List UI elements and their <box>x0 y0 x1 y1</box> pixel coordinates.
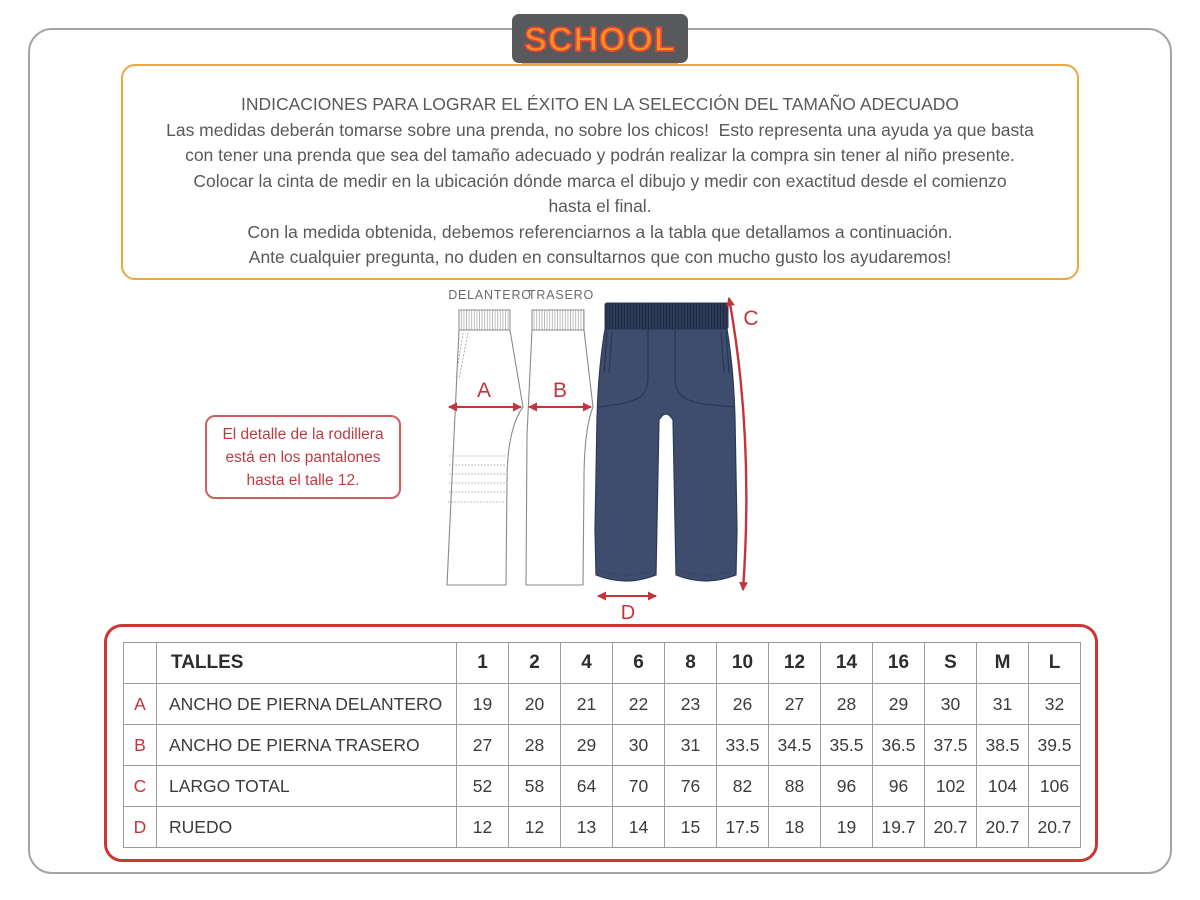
size-column-header: 14 <box>821 643 873 684</box>
row-value: 13 <box>561 807 613 848</box>
instructions-line: Con la medida obtenida, debemos referenciarnos a la tabla que detallamos a continuación. <box>247 221 953 242</box>
row-value: 21 <box>561 684 613 725</box>
row-value: 31 <box>977 684 1029 725</box>
knee-note-line: hasta el talle 12. <box>246 471 360 489</box>
row-value: 70 <box>613 766 665 807</box>
knee-note-line: está en los pantalones <box>225 448 381 466</box>
knee-note-line: El detalle de la rodillera <box>222 425 384 443</box>
row-label: ANCHO DE PIERNA TRASERO <box>157 725 457 766</box>
table-corner-cell <box>124 643 157 684</box>
navy-pants-icon <box>595 303 737 581</box>
row-value: 29 <box>561 725 613 766</box>
row-label: RUEDO <box>157 807 457 848</box>
table-row <box>124 725 1081 766</box>
row-value: 104 <box>977 766 1029 807</box>
row-value: 14 <box>613 807 665 848</box>
row-value: 22 <box>613 684 665 725</box>
instructions-line: hasta el final. <box>548 196 652 216</box>
row-value: 32 <box>1029 684 1081 725</box>
size-column-header: 8 <box>665 643 717 684</box>
row-value: 96 <box>821 766 873 807</box>
row-value: 12 <box>457 807 509 848</box>
row-value: 96 <box>873 766 925 807</box>
table-title-cell: TALLES <box>157 643 457 684</box>
row-value: 20 <box>509 684 561 725</box>
row-value: 20.7 <box>977 807 1029 848</box>
row-value: 20.7 <box>925 807 977 848</box>
row-value: 102 <box>925 766 977 807</box>
size-column-header: 10 <box>717 643 769 684</box>
row-value: 52 <box>457 766 509 807</box>
arrow-d-label: D <box>620 602 636 624</box>
size-column-header: M <box>977 643 1029 684</box>
logo-wordmark-icon <box>512 14 688 63</box>
table-row <box>124 684 1081 725</box>
size-column-header: L <box>1029 643 1081 684</box>
instructions-line: con tener una prenda que sea del tamaño adecuado y podrán realizar la compra sin tener al niño presente. <box>185 145 1015 165</box>
row-value: 30 <box>613 725 665 766</box>
size-table-frame <box>104 624 1098 862</box>
table-row <box>124 807 1081 848</box>
row-value: 30 <box>925 684 977 725</box>
size-column-header: 12 <box>769 643 821 684</box>
instructions-line: Ante cualquier pregunta, no duden en consultarnos que con mucho gusto los ayudaremos! <box>248 247 952 267</box>
row-value: 64 <box>561 766 613 807</box>
row-value: 34.5 <box>769 725 821 766</box>
logo <box>512 14 688 63</box>
row-value: 38.5 <box>977 725 1029 766</box>
row-value: 37.5 <box>925 725 977 766</box>
row-value: 58 <box>509 766 561 807</box>
row-label: ANCHO DE PIERNA DELANTERO <box>157 684 457 725</box>
row-letter: B <box>124 725 157 766</box>
row-label: LARGO TOTAL <box>157 766 457 807</box>
size-column-header: 6 <box>613 643 665 684</box>
row-letter: D <box>124 807 157 848</box>
table-row <box>124 766 1081 807</box>
table-header-row <box>124 643 1081 684</box>
row-value: 33.5 <box>717 725 769 766</box>
row-value: 27 <box>457 725 509 766</box>
row-value: 20.7 <box>1029 807 1081 848</box>
front-piece-label: DELANTERO <box>448 288 532 302</box>
row-value: 29 <box>873 684 925 725</box>
row-value: 17.5 <box>717 807 769 848</box>
row-value: 82 <box>717 766 769 807</box>
row-value: 28 <box>821 684 873 725</box>
row-letter: C <box>124 766 157 807</box>
row-value: 106 <box>1029 766 1081 807</box>
row-value: 18 <box>769 807 821 848</box>
row-value: 19 <box>821 807 873 848</box>
size-column-header: 2 <box>509 643 561 684</box>
row-value: 19.7 <box>873 807 925 848</box>
row-value: 19 <box>457 684 509 725</box>
row-value: 36.5 <box>873 725 925 766</box>
size-column-header: S <box>925 643 977 684</box>
arrow-b-label: B <box>552 379 568 402</box>
logo-text: SCHOOL <box>524 21 676 59</box>
instructions-box <box>121 64 1079 280</box>
row-value: 23 <box>665 684 717 725</box>
row-value: 12 <box>509 807 561 848</box>
knee-note-box <box>205 415 401 499</box>
front-leg-outline-icon <box>447 310 523 585</box>
row-value: 28 <box>509 725 561 766</box>
row-value: 39.5 <box>1029 725 1081 766</box>
size-column-header: 1 <box>457 643 509 684</box>
row-letter: A <box>124 684 157 725</box>
instructions-title: INDICACIONES PARA LOGRAR EL ÉXITO EN LA SELECCIÓN DEL TAMAÑO ADECUADO <box>240 94 959 114</box>
row-value: 26 <box>717 684 769 725</box>
arrow-a-label: A <box>476 379 492 402</box>
row-value: 35.5 <box>821 725 873 766</box>
instructions-line: Colocar la cinta de medir en la ubicación dónde marca el dibujo y medir con exactitud desde el comienzo <box>193 170 1007 191</box>
instructions-line: Las medidas deberán tomarse sobre una prenda, no sobre los chicos! Esto representa una ayuda ya que basta <box>166 119 1034 140</box>
row-value: 88 <box>769 766 821 807</box>
row-value: 27 <box>769 684 821 725</box>
back-leg-outline-icon <box>526 310 593 585</box>
size-column-header: 4 <box>561 643 613 684</box>
row-value: 76 <box>665 766 717 807</box>
size-column-header: 16 <box>873 643 925 684</box>
back-piece-label: TRASERO <box>527 288 595 302</box>
row-value: 15 <box>665 807 717 848</box>
size-table <box>123 642 1081 848</box>
row-value: 31 <box>665 725 717 766</box>
arrow-c-label: C <box>743 307 759 330</box>
